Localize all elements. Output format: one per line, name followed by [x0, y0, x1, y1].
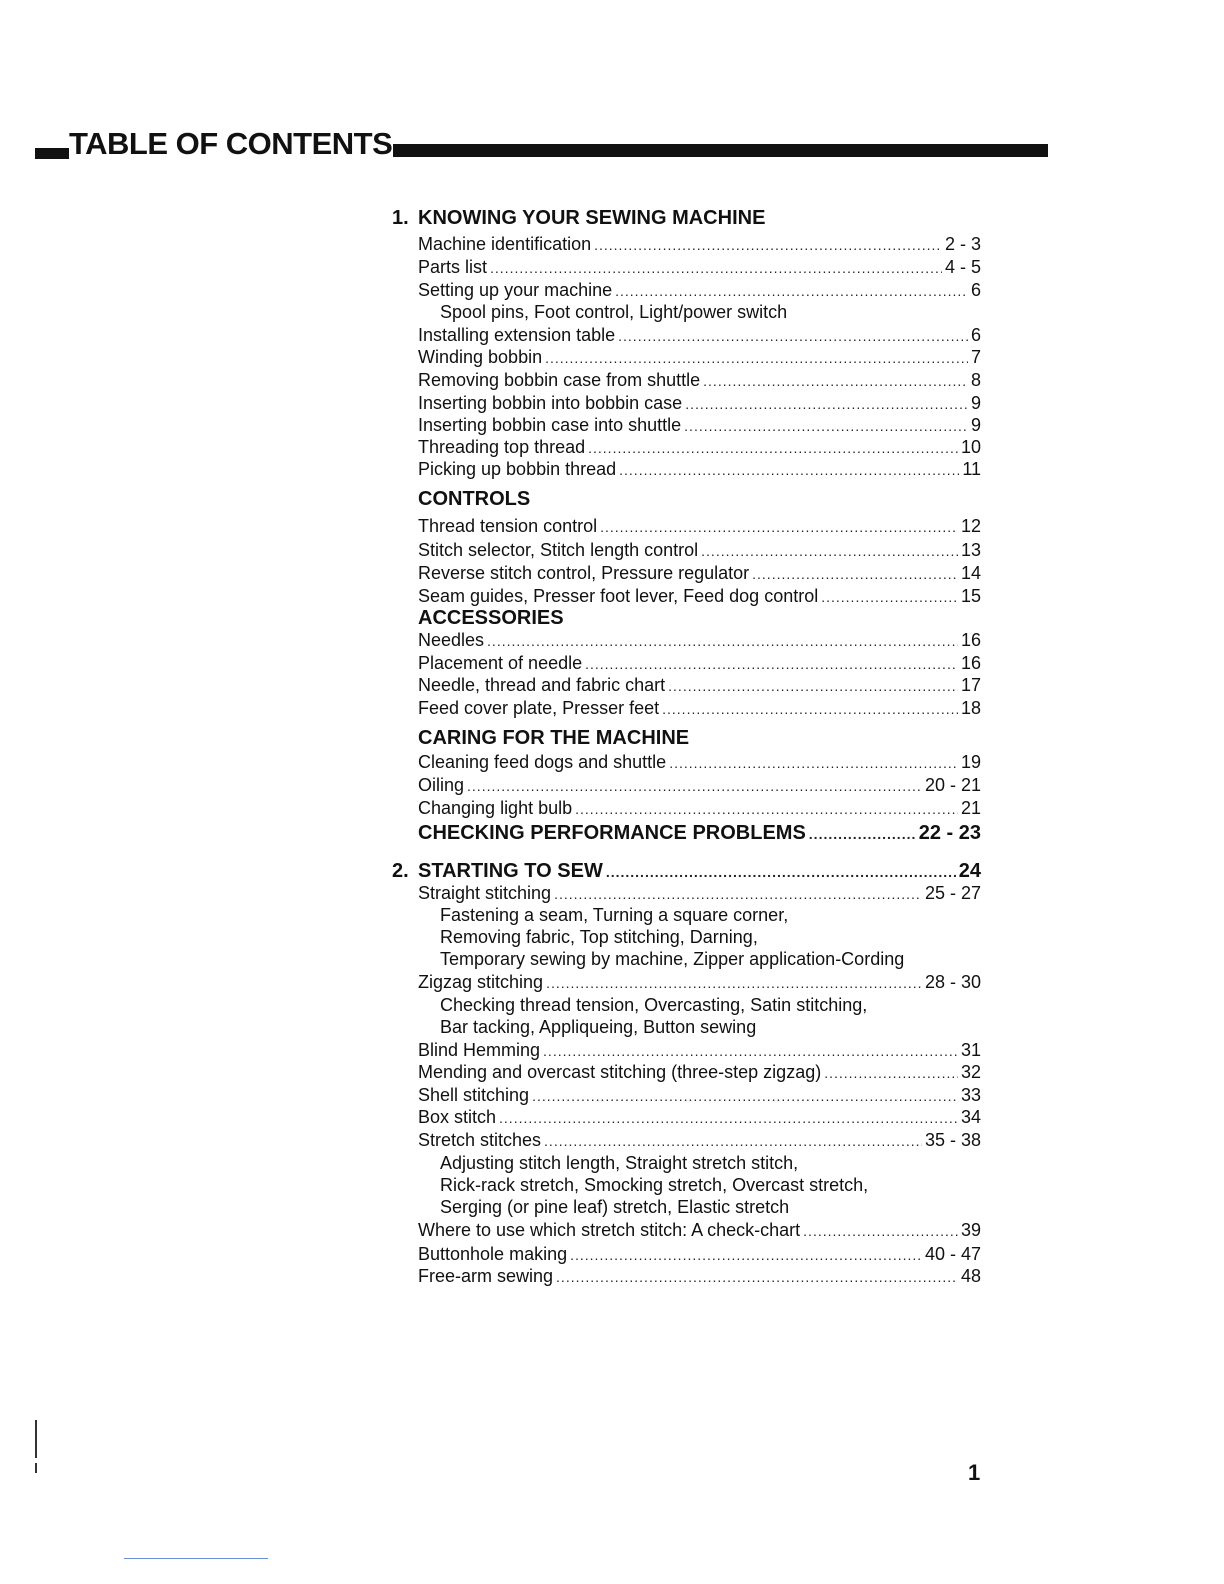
entry-page: 24 — [958, 860, 981, 882]
section-2-title[interactable] — [418, 860, 981, 883]
entry-label: Box stitch — [418, 1107, 497, 1127]
header-lead-bar — [35, 148, 69, 159]
dot-leader — [606, 861, 956, 883]
entry-label: Zigzag stitching — [418, 972, 544, 992]
entry-page: 9 — [970, 415, 981, 435]
dot-leader — [546, 972, 922, 994]
toc-entry[interactable] — [418, 233, 981, 256]
dot-leader — [600, 516, 958, 538]
entry-page: 25 - 27 — [924, 883, 981, 903]
dot-leader — [575, 798, 958, 820]
dot-leader — [556, 1266, 958, 1288]
entry-page: 34 — [960, 1107, 981, 1127]
dot-leader — [543, 1040, 958, 1062]
entry-page: 15 — [960, 586, 981, 606]
section-1-title: KNOWING YOUR SEWING MACHINE — [418, 207, 766, 229]
entry-page: 6 — [970, 280, 981, 300]
dot-leader — [545, 347, 968, 369]
entry-label: Stretch stitches — [418, 1130, 542, 1150]
accessories-heading: ACCESSORIES — [418, 607, 564, 629]
dot-leader — [669, 752, 958, 774]
dot-leader — [594, 234, 942, 256]
toc-entry[interactable] — [418, 458, 981, 481]
toc-entry[interactable] — [418, 697, 981, 720]
dot-leader — [619, 459, 959, 481]
entry-page: 10 — [960, 437, 981, 457]
entry-label: Reverse stitch control, Pressure regulator — [418, 563, 750, 583]
entry-label: Where to use which stretch stitch: A check-chart — [418, 1220, 801, 1240]
dot-leader — [821, 586, 958, 608]
entry-subtopics: Adjusting stitch length, Straight stretch stitch, — [440, 1153, 799, 1173]
entry-label: Removing bobbin case from shuttle — [418, 370, 701, 390]
toc-entry[interactable] — [418, 562, 981, 585]
section-1-number: 1. — [392, 207, 409, 229]
toc-entry[interactable] — [418, 774, 981, 797]
dot-leader — [752, 563, 958, 585]
toc-entry[interactable] — [418, 1243, 981, 1266]
entry-page: 21 — [960, 798, 981, 818]
toc-entry-checking[interactable] — [418, 822, 981, 845]
entry-label: Oiling — [418, 775, 465, 795]
scan-edge-mark — [35, 1463, 37, 1473]
dot-leader — [544, 1130, 922, 1152]
entry-page: 7 — [970, 347, 981, 367]
toc-entry[interactable] — [418, 1039, 981, 1062]
dot-leader — [824, 1062, 958, 1084]
entry-page: 19 — [960, 752, 981, 772]
entry-label: Straight stitching — [418, 883, 552, 903]
dot-leader — [554, 883, 922, 905]
toc-entry[interactable] — [418, 751, 981, 774]
footer-line — [124, 1558, 268, 1559]
toc-entry[interactable] — [418, 515, 981, 538]
toc-entry[interactable] — [418, 1106, 981, 1129]
entry-page: 33 — [960, 1085, 981, 1105]
entry-label: Machine identification — [418, 234, 592, 254]
toc-entry[interactable] — [418, 674, 981, 697]
dot-leader — [490, 257, 942, 279]
entry-page: 13 — [960, 540, 981, 560]
entry-label: Inserting bobbin into bobbin case — [418, 393, 683, 413]
controls-heading: CONTROLS — [418, 488, 531, 510]
toc-entry[interactable] — [418, 1084, 981, 1107]
dot-leader — [701, 540, 958, 562]
dot-leader — [618, 325, 968, 347]
entry-page: 11 — [962, 459, 981, 479]
entry-label: Picking up bobbin thread — [418, 459, 617, 479]
toc-entry[interactable] — [418, 436, 981, 459]
entry-label: Shell stitching — [418, 1085, 530, 1105]
entry-subtopics: Removing fabric, Top stitching, Darning, — [440, 927, 758, 947]
dot-leader — [499, 1107, 958, 1129]
dot-leader — [803, 1220, 958, 1242]
entry-label: Stitch selector, Stitch length control — [418, 540, 699, 560]
entry-label: Thread tension control — [418, 516, 598, 536]
caring-heading: CARING FOR THE MACHINE — [418, 727, 690, 749]
entry-page: 39 — [960, 1220, 981, 1240]
dot-leader — [467, 775, 922, 797]
entry-page: 6 — [970, 325, 981, 345]
entry-label: Placement of needle — [418, 653, 583, 673]
toc-entry[interactable] — [418, 629, 981, 652]
entry-subtopics: Spool pins, Foot control, Light/power switch — [440, 302, 788, 322]
toc-entry[interactable] — [418, 279, 981, 302]
toc-entry[interactable] — [418, 882, 981, 905]
toc-entry[interactable] — [418, 392, 981, 415]
dot-leader — [615, 280, 968, 302]
entry-page: 8 — [970, 370, 981, 390]
page-number: 1 — [968, 1460, 981, 1485]
header-rule — [393, 144, 1048, 157]
toc-entry[interactable] — [418, 1219, 981, 1242]
entry-page: 48 — [960, 1266, 981, 1286]
entry-page: 40 - 47 — [924, 1244, 981, 1264]
entry-page: 22 - 23 — [918, 822, 981, 844]
entry-page: 35 - 38 — [924, 1130, 981, 1150]
entry-page: 12 — [960, 516, 981, 536]
entry-label: Parts list — [418, 257, 488, 277]
entry-page: 31 — [960, 1040, 981, 1060]
entry-subtopics: Rick-rack stretch, Smocking stretch, Overcast stretch, — [440, 1175, 869, 1195]
entry-label: Mending and overcast stitching (three-step zigzag) — [418, 1062, 822, 1082]
toc-entry[interactable] — [418, 585, 981, 608]
entry-label: Needle, thread and fabric chart — [418, 675, 666, 695]
dot-leader — [668, 675, 958, 697]
entry-label: Feed cover plate, Presser feet — [418, 698, 660, 718]
toc-entry[interactable] — [418, 1129, 981, 1152]
toc-entry[interactable] — [418, 324, 981, 347]
toc-entry[interactable] — [418, 414, 981, 437]
entry-subtopics: Checking thread tension, Overcasting, Satin stitching, — [440, 995, 868, 1015]
dot-leader — [588, 437, 958, 459]
entry-page: 18 — [960, 698, 981, 718]
toc-entry[interactable] — [418, 346, 981, 369]
entry-label: Blind Hemming — [418, 1040, 541, 1060]
toc-entry[interactable] — [418, 971, 981, 994]
entry-label: Cleaning feed dogs and shuttle — [418, 752, 667, 772]
toc-header — [35, 126, 1015, 166]
scan-edge-mark — [35, 1420, 37, 1458]
entry-page: 20 - 21 — [924, 775, 981, 795]
dot-leader — [532, 1085, 958, 1107]
entry-page: 2 - 3 — [944, 234, 981, 254]
entry-label: Needles — [418, 630, 485, 650]
entry-page: 16 — [960, 630, 981, 650]
entry-label: Inserting bobbin case into shuttle — [418, 415, 682, 435]
entry-page: 17 — [960, 675, 981, 695]
dot-leader — [809, 823, 916, 845]
dot-leader — [585, 653, 958, 675]
section-2-number: 2. — [392, 860, 409, 882]
entry-subtopics: Bar tacking, Appliqueing, Button sewing — [440, 1017, 757, 1037]
entry-label: Seam guides, Presser foot lever, Feed dog control — [418, 586, 819, 606]
entry-label: Winding bobbin — [418, 347, 543, 367]
entry-label: Threading top thread — [418, 437, 586, 457]
entry-page: 4 - 5 — [944, 257, 981, 277]
page-title: TABLE OF CONTENTS — [69, 126, 393, 161]
toc-entry[interactable] — [418, 539, 981, 562]
entry-subtopics: Fastening a seam, Turning a square corner, — [440, 905, 789, 925]
entry-label: CHECKING PERFORMANCE PROBLEMS — [418, 822, 806, 844]
toc-entry[interactable] — [418, 369, 981, 392]
toc-entry[interactable] — [418, 1265, 981, 1288]
toc-entry[interactable] — [418, 652, 981, 675]
entry-subtopics: Serging (or pine leaf) stretch, Elastic stretch — [440, 1197, 790, 1217]
dot-leader — [662, 698, 958, 720]
entry-subtopics: Temporary sewing by machine, Zipper application-Cording — [440, 949, 905, 969]
dot-leader — [570, 1244, 922, 1266]
dot-leader — [703, 370, 968, 392]
entry-label: Free-arm sewing — [418, 1266, 554, 1286]
entry-page: 9 — [970, 393, 981, 413]
entry-label: STARTING TO SEW — [418, 860, 603, 882]
dot-leader — [685, 393, 968, 415]
dot-leader — [487, 630, 958, 652]
entry-label: Setting up your machine — [418, 280, 613, 300]
entry-page: 16 — [960, 653, 981, 673]
dot-leader — [684, 415, 968, 437]
toc-entry[interactable] — [418, 256, 981, 279]
entry-label: Buttonhole making — [418, 1244, 568, 1264]
entry-page: 28 - 30 — [924, 972, 981, 992]
entry-label: Installing extension table — [418, 325, 616, 345]
entry-page: 14 — [960, 563, 981, 583]
toc-entry[interactable] — [418, 1061, 981, 1084]
entry-label: Changing light bulb — [418, 798, 573, 818]
toc-entry[interactable] — [418, 797, 981, 820]
entry-page: 32 — [960, 1062, 981, 1082]
